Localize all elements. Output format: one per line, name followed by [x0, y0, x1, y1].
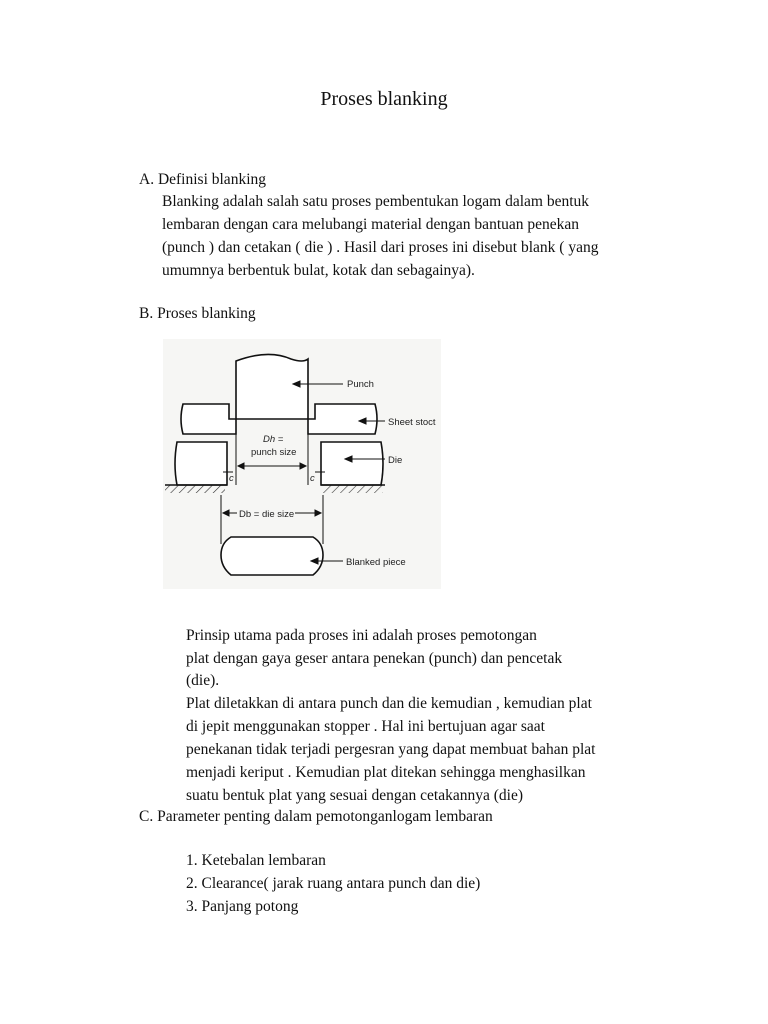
clearance-right-label: c: [310, 473, 315, 484]
section-c-heading: C. Parameter penting dalam pemotonganlogam lembaran: [139, 808, 493, 825]
section-c-item-3: 3. Panjang potong: [186, 898, 299, 915]
section-b-line-6: penekanan tidak terjadi pergesran yang dapat membuat bahan plat: [186, 741, 596, 758]
section-b-line-4: Plat diletakkan di antara punch dan die kemudian , kemudian plat: [186, 695, 592, 712]
section-b-heading: B. Proses blanking: [139, 305, 256, 322]
section-a-line-2: lembaran dengan cara melubangi material dengan bantuan penekan: [162, 216, 580, 233]
section-c-item-1: 1. Ketebalan lembaran: [186, 852, 326, 869]
sheet-stock-label: Sheet stoct: [388, 417, 436, 428]
section-a-line-1: Blanking adalah salah satu proses pembentukan logam dalam bentuk: [162, 193, 589, 210]
clearance-left-label: c: [229, 473, 234, 484]
section-b-line-1: Prinsip utama pada proses ini adalah proses pemotongan: [186, 627, 537, 644]
db-label: Db = die size: [239, 509, 295, 520]
dh-label-line1: Dh =: [263, 434, 284, 445]
section-a-line-3: (punch ) dan cetakan ( die ) . Hasil dari proses ini disebut blank ( yang: [162, 239, 599, 256]
blanking-diagram: [163, 339, 441, 589]
punch-shape: [236, 354, 308, 419]
section-a-line-4: umumnya berbentuk bulat, kotak dan sebagainya).: [162, 262, 475, 279]
section-b-line-5: di jepit menggunakan stopper . Hal ini bertujuan agar saat: [186, 718, 545, 735]
section-a-heading: A. Definisi blanking: [139, 171, 266, 188]
section-b-line-2: plat dengan gaya geser antara penekan (punch) dan pencetak: [186, 650, 563, 667]
blanked-piece-label: Blanked piece: [346, 557, 406, 568]
punch-label: Punch: [347, 379, 374, 390]
ground-hatching: [165, 485, 385, 493]
die-label: Die: [388, 455, 403, 466]
section-b-line-7: menjadi keriput . Kemudian plat ditekan sehingga menghasilkan: [186, 764, 586, 781]
document-title: Proses blanking: [320, 88, 448, 110]
section-c-item-2: 2. Clearance( jarak ruang antara punch dan die): [186, 875, 481, 892]
dh-label-line2: punch size: [251, 447, 297, 458]
section-b-line-8: suatu bentuk plat yang sesuai dengan cetakannya (die): [186, 787, 524, 804]
section-b-line-3: (die).: [186, 672, 220, 689]
blanked-piece-shape: [221, 537, 323, 575]
